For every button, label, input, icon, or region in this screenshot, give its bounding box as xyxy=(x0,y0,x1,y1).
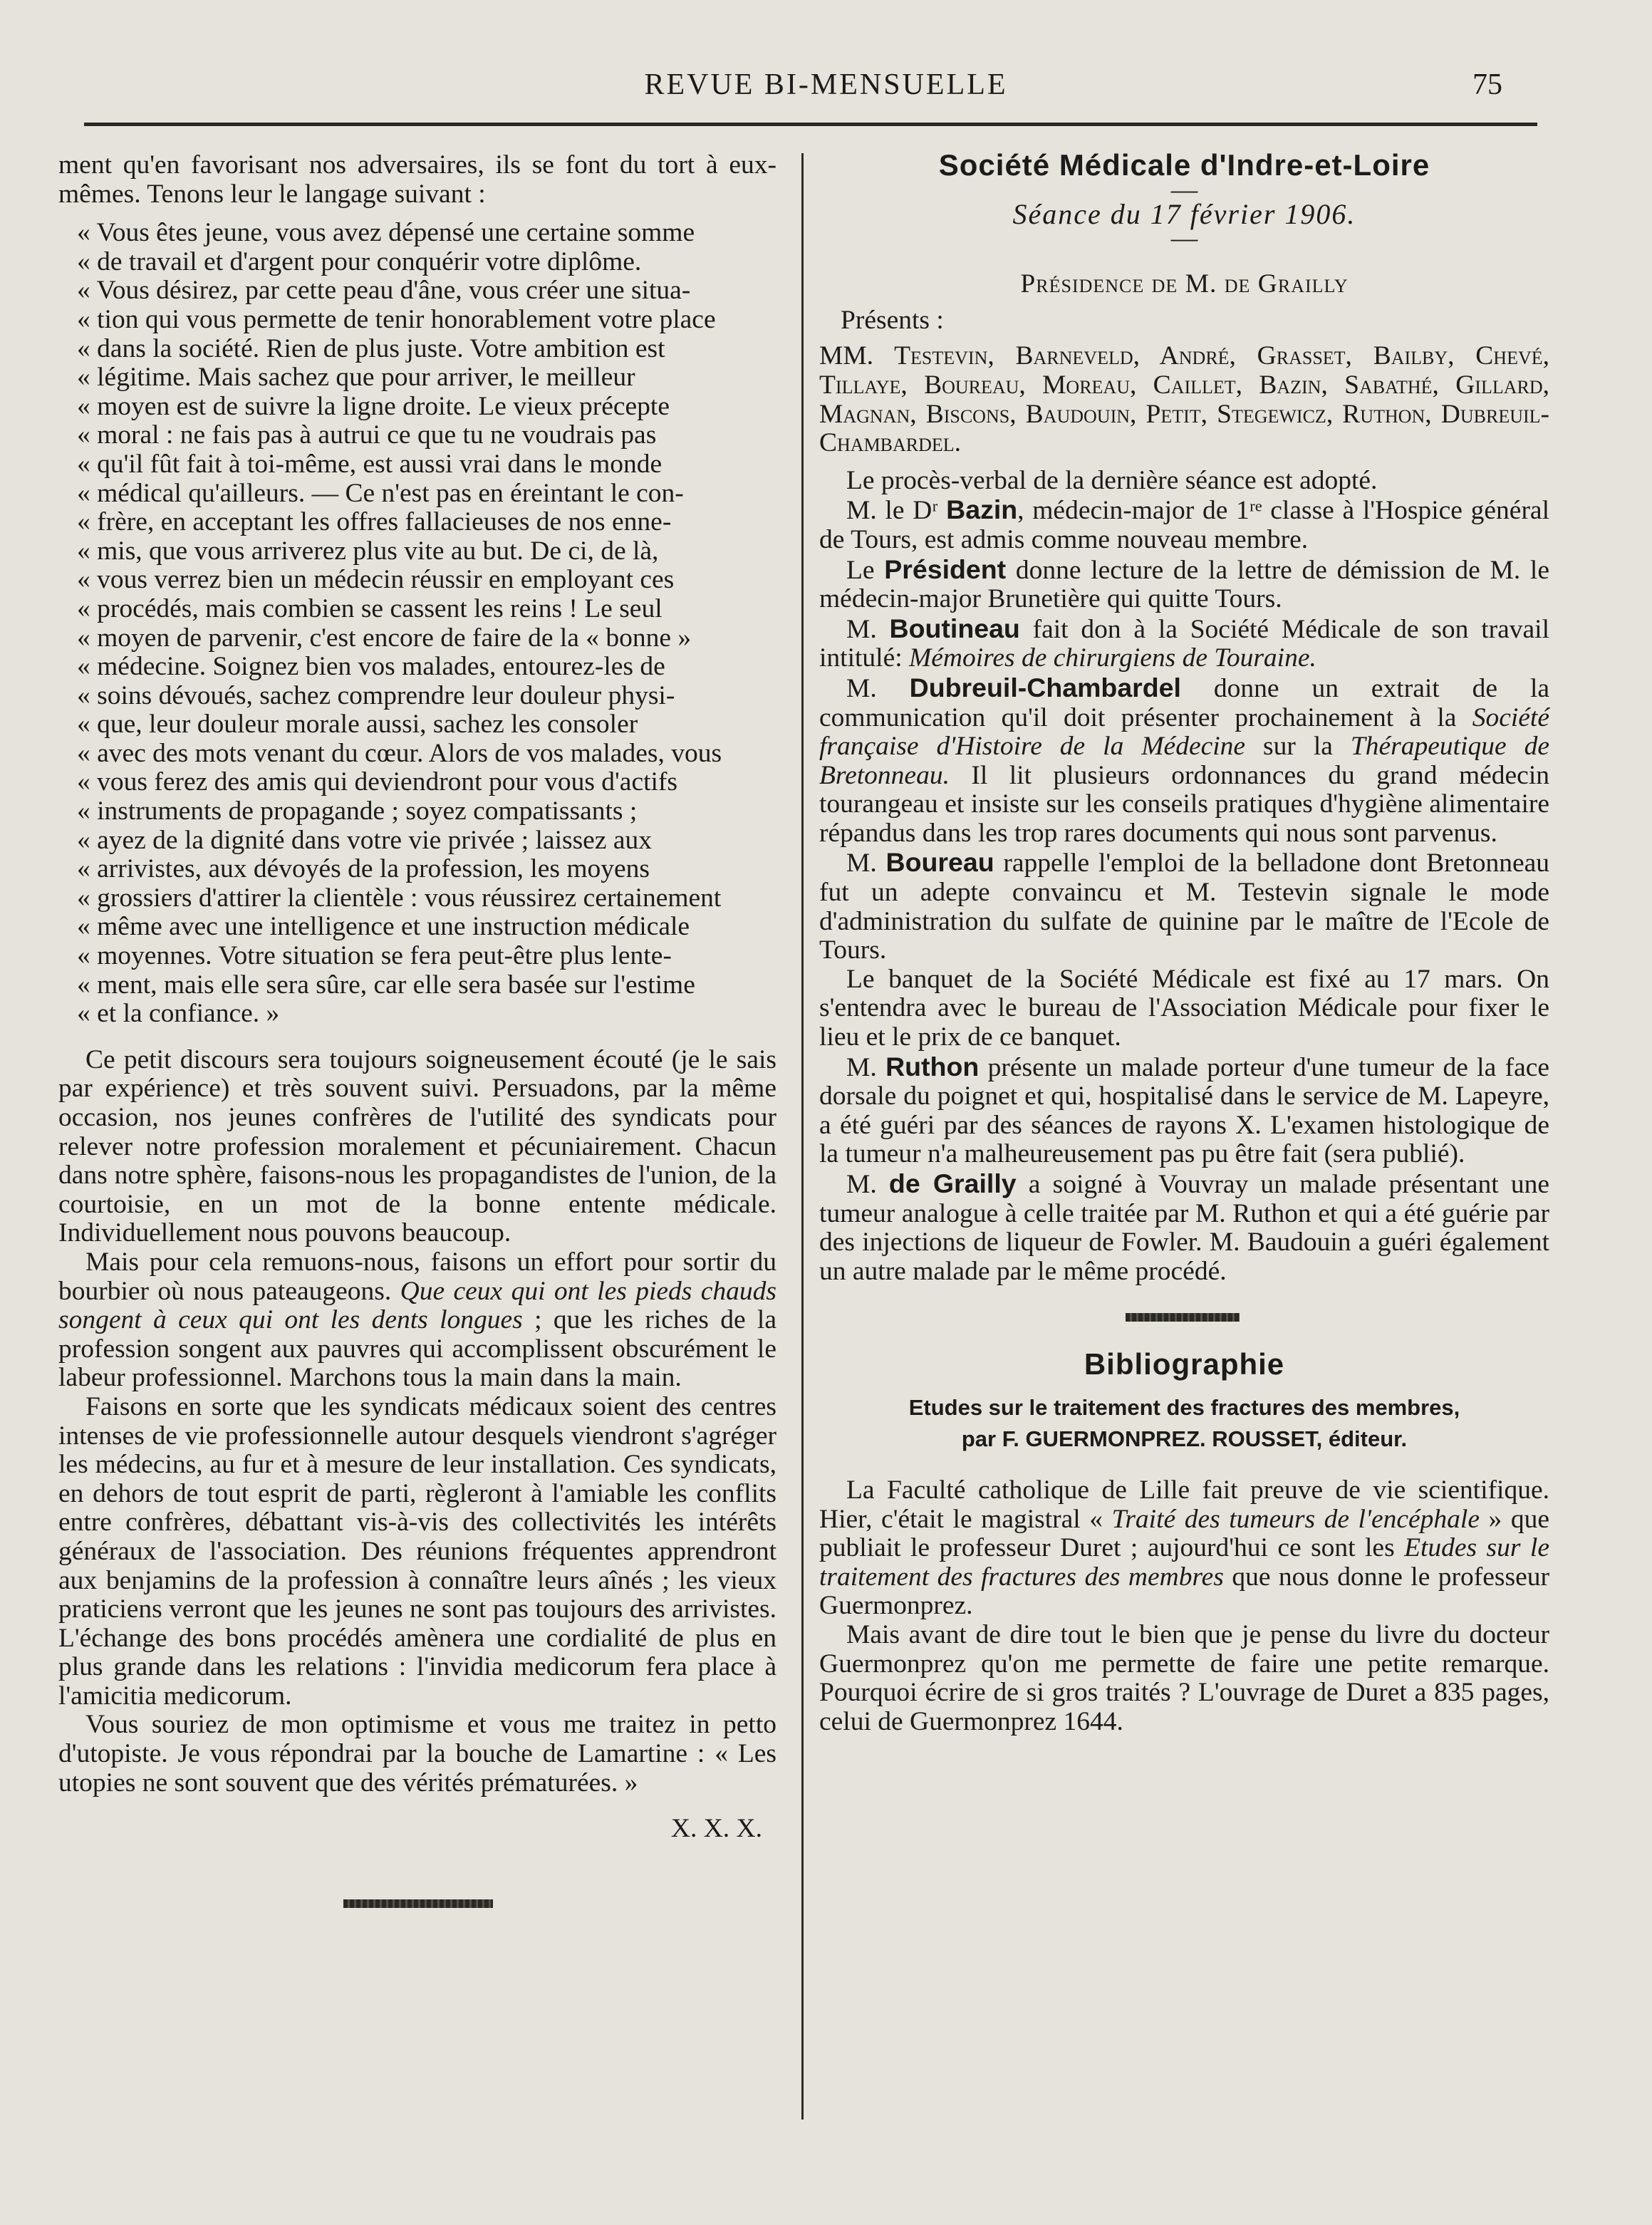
bibliography-title: Bibliographie xyxy=(1084,1347,1285,1381)
text-run: La Faculté catholique de Lille fait preuve de vie scientifique. Hier, c'était le magistral « xyxy=(819,1475,1549,1534)
bibliography-paragraph xyxy=(819,1476,1549,1621)
text-run: rappelle l'emploi de la belladone dont Bretonneau fut un adepte convaincu et M. Testevin signale le mode d'administration du sulfate de quinine par le maître de l'Ecole de Tours. xyxy=(819,849,1549,965)
text-run: M. xyxy=(846,1052,886,1082)
quote-line: « ment, mais elle sera sûre, car elle sera basée sur l'estime xyxy=(77,970,695,1000)
quote-line: « ayez de la dignité dans votre vie privée ; laissez aux xyxy=(77,825,652,855)
session-dash: — xyxy=(1170,224,1198,254)
quote-line: « grossiers d'attirer la clientèle : vous réussirez certainement xyxy=(77,883,722,913)
quote-line: « dans la société. Rien de plus juste. Votre ambition est xyxy=(77,333,665,363)
quote-line: « Vous êtes jeune, vous avez dépensé une certaine somme xyxy=(77,218,695,248)
page-number: 75 xyxy=(1472,68,1502,101)
italic-text: Que ceux qui ont les pieds chauds songent à ceux qui ont les dents longues xyxy=(58,1276,776,1335)
text-run: fait don à la Société Médicale de son travail intitulé: xyxy=(819,614,1549,673)
text-run: ; que les riches de la profession songent aux pauvres qui accomplissent obscurément le labeur professionnel. Marchons tous la main dans la main. xyxy=(58,1305,777,1393)
boutineau-paragraph xyxy=(819,614,1549,673)
bibliography-subtitle xyxy=(819,1392,1549,1455)
presents-label: Présents : xyxy=(841,305,944,335)
member-name: Président xyxy=(884,554,1007,584)
member-name: Ruthon xyxy=(885,1051,980,1082)
text-run: a soigné à Vouvray un malade présentant une tumeur analogue à celle traitée par M. Ruthon et qui a été guérie par des injections de liqueur de Fowler. M. Baudouin a guéri également un autre malade par le même procédé. xyxy=(819,1170,1549,1286)
member-name: Boureau xyxy=(885,847,994,878)
text-run: M. le Dʳ xyxy=(846,496,947,526)
section-ornament xyxy=(1126,1313,1240,1322)
text-run: présente un malade porteur d'une tumeur de la face dorsale du poignet et qui, hospitalisé dans le service de M. Lapeyre, a été guéri par des séances de rayons X. L'examen histologique de la tumeur n'a malheureusement pas pu être fait (sera publié). xyxy=(819,1052,1550,1169)
intro-paragraph: ment qu'en favorisant nos adversaires, ils se font du tort à eux-mêmes. Tenons leur le langage suivant : xyxy=(58,150,776,209)
journal-title: REVUE BI-MENSUELLE xyxy=(644,68,1008,101)
text-run: donne un extrait de la communication qu'il doit présenter prochainement à la xyxy=(819,673,1550,732)
presidence-line: Présidence de M. de Grailly xyxy=(1020,269,1349,299)
quote-line: « tion qui vous permette de tenir honorablement votre place xyxy=(77,304,716,334)
italic-text: Thérapeutique de Bretonneau. xyxy=(819,732,1549,790)
quote-line: « arrivistes, aux dévoyés de la profession, les moyens xyxy=(77,854,650,884)
quote-line: « que, leur douleur morale aussi, sachez les consoler xyxy=(77,710,638,740)
member-name: de Grailly xyxy=(888,1168,1017,1198)
text-run: M. xyxy=(846,673,910,703)
body-paragraph: Ce petit discours sera toujours soigneusement écouté (je le sais par expérience) et très souvent suivi. Persuadons, par la même occasion, nos jeunes confrères de l'utilité des syndicats pour relever notre profession moralement et pécuniairement. Chacun dans notre sphère, faisons-nous les propagandistes de l'union, de la courtoisie, en un mot de la bonne entente médicale. Individuellement nous pouvons beaucoup. xyxy=(58,1044,776,1248)
quote-line: « moyennes. Votre situation se fera peut-être plus lente- xyxy=(77,941,672,971)
quote-line: « moyen est de suivre la ligne droite. Le vieux précepte xyxy=(77,391,670,421)
text-run: » que publiait le professeur Duret ; aujourd'hui ce sont les xyxy=(819,1504,1549,1563)
text-run: que nous donne le professeur Guermonprez. xyxy=(819,1562,1549,1621)
end-ornament xyxy=(343,1899,493,1908)
member-name: Bazin xyxy=(946,494,1018,525)
subtitle-line: par F. GUERMONPREZ. ROUSSET, éditeur. xyxy=(961,1426,1408,1451)
quote-line: « et la confiance. » xyxy=(77,999,280,1029)
quote-line: « frère, en acceptant les offres fallacieuses de nos enne- xyxy=(77,507,672,537)
quote-line: « vous ferez des amis qui deviendront pour vous d'actifs xyxy=(77,767,678,797)
quote-line: « soins dévoués, sachez comprendre leur douleur physi- xyxy=(77,680,675,710)
italic-text: Société française d'Histoire de la Médecine xyxy=(819,702,1549,762)
bazin-paragraph xyxy=(819,495,1549,554)
left-column xyxy=(58,151,776,1908)
dubreuil-paragraph xyxy=(819,673,1549,849)
quote-line: « médecine. Soignez bien vos malades, entourez-les de xyxy=(77,652,665,682)
text-run: sur la xyxy=(1245,732,1351,762)
quote-line: « légitime. Mais sachez que pour arriver, le meilleur xyxy=(77,363,635,393)
quote-line: « médical qu'ailleurs. — Ce n'est pas en éreintant le con- xyxy=(77,478,684,508)
signature: X. X. X. xyxy=(670,1814,762,1844)
text-run: donne lecture de la lettre de démission de M. le médecin-major Brunetière qui quitte Tours. xyxy=(819,555,1549,614)
quote-line: « qu'il fût fait à toi-même, est aussi vrai dans le monde xyxy=(77,449,663,479)
text-run: M. xyxy=(846,849,886,878)
right-column xyxy=(819,148,1550,1736)
grailly-paragraph xyxy=(819,1169,1549,1286)
running-header xyxy=(0,68,1652,110)
body-paragraph xyxy=(58,1248,776,1393)
body-paragraph: Vous souriez de mon optimisme et vous me traitez in petto d'utopiste. Je vous répondrai par la bouche de Lamartine : « Les utopies ne sont souvent que des vérités prématurées. » xyxy=(58,1710,776,1798)
society-title: Société Médicale d'Indre-et-Loire xyxy=(938,148,1430,182)
text-run: Mais pour cela remuons-nous, faisons un effort pour sortir du bourbier où nous pateaugeons. xyxy=(58,1247,776,1306)
banquet-paragraph: Le banquet de la Société Médicale est fixé au 17 mars. On s'entendra avec le bureau de l'Association Médicale pour fixer le lieu et le prix de ce banquet. xyxy=(819,964,1549,1052)
bibliography-paragraph: Mais avant de dire tout le bien que je pense du livre du docteur Guermonprez qu'on me permette de faire une petite remarque. Pourquoi écrire de si gros traités ? L'ouvrage de Duret a 835 pages, celui de Guermonprez 1644. xyxy=(819,1619,1549,1736)
title-dash: — xyxy=(1170,175,1198,204)
president-paragraph xyxy=(819,555,1549,614)
quote-line: « moyen de parvenir, c'est encore de faire de la « bonne » xyxy=(77,623,692,653)
quote-line: « vous verrez bien un médecin réussir en employant ces xyxy=(77,565,675,595)
italic-text: Traité des tumeurs de l'encéphale xyxy=(1111,1504,1480,1534)
boureau-paragraph xyxy=(819,848,1549,965)
quote-line: « instruments de propagande ; soyez compatissants ; xyxy=(77,797,638,826)
column-divider xyxy=(801,153,804,2120)
quote-line: « Vous désirez, par cette peau d'âne, vous créer une situa- xyxy=(77,276,691,306)
body-paragraph: Faisons en sorte que les syndicats médicaux soient des centres intenses de vie professionnelle autour desquels viendront s'agréger les médecins, au fur et à mesure de leur installation. Ces syndicats, en dehors de tout esprit de parti, règleront à l'amiable les conflits entre confrères, débattant vis-à-vis des collectivités les intérêts généraux de l'association. Des réunions fréquentes apprendront aux benjamins de la profession à connaître leurs aînés ; les vieux praticiens verront que les jeunes ne sont pas toujours des arrivistes. L'échange des bons procédés amènera une cordialité de plus en plus grande dans les relations : l'invidia medicorum fera place à l'amicitia medicorum. xyxy=(58,1391,776,1711)
member-name: Boutineau xyxy=(889,613,1020,643)
text-run: , médecin-major de 1ʳᵉ classe à l'Hospice général de Tours, est admis comme nouveau membre. xyxy=(819,496,1549,554)
italic-text: Etudes sur le traitement des fractures des membres xyxy=(819,1533,1549,1592)
quote-line: « procédés, mais combien se cassent les reins ! Le seul xyxy=(77,593,663,623)
minutes-paragraph: Le procès-verbal de la dernière séance est adopté. xyxy=(846,465,1378,495)
ruthon-paragraph xyxy=(819,1052,1549,1169)
quoted-speech xyxy=(58,219,776,1029)
session-date: Séance du 17 février 1906. xyxy=(1012,197,1356,230)
quote-line: « même avec une intelligence et une instruction médicale xyxy=(77,912,690,942)
quote-line: « mis, que vous arriverez plus vite au but. De ci, de là, xyxy=(77,536,659,566)
members-list: MM. Testevin, Barneveld, André, Grasset, Bailby, Chevé, Tillaye, Boureau, Moreau, Caillet, Bazin, Sabathé, Gillard, Magnan, Biscons, Baudouin, Petit, Stegewicz, Ruthon, Dubreuil-Chambardel. xyxy=(819,341,1549,458)
header-rule xyxy=(84,123,1537,126)
text-run: Il lit plusieurs ordonnances du grand médecin tourangeau et insiste sur les conseils pratiques d'hygiène alimentaire répandus dans les trop rares documents qui nous sont parvenus. xyxy=(819,760,1549,848)
italic-text: Mémoires de chirurgiens de Touraine. xyxy=(909,643,1316,673)
text-run: Le xyxy=(846,555,885,585)
member-name: Dubreuil-Chambardel xyxy=(909,672,1181,702)
text-run: M. xyxy=(846,614,890,644)
quote-line: « moral : ne fais pas à autrui ce que tu ne voudrais pas xyxy=(77,420,657,450)
quote-line: « avec des mots venant du cœur. Alors de vos malades, vous xyxy=(77,738,722,768)
quote-line: « de travail et d'argent pour conquérir votre diplôme. xyxy=(77,247,642,276)
text-run: M. xyxy=(846,1170,889,1199)
subtitle-line: Etudes sur le traitement des fractures des membres, xyxy=(908,1394,1460,1420)
